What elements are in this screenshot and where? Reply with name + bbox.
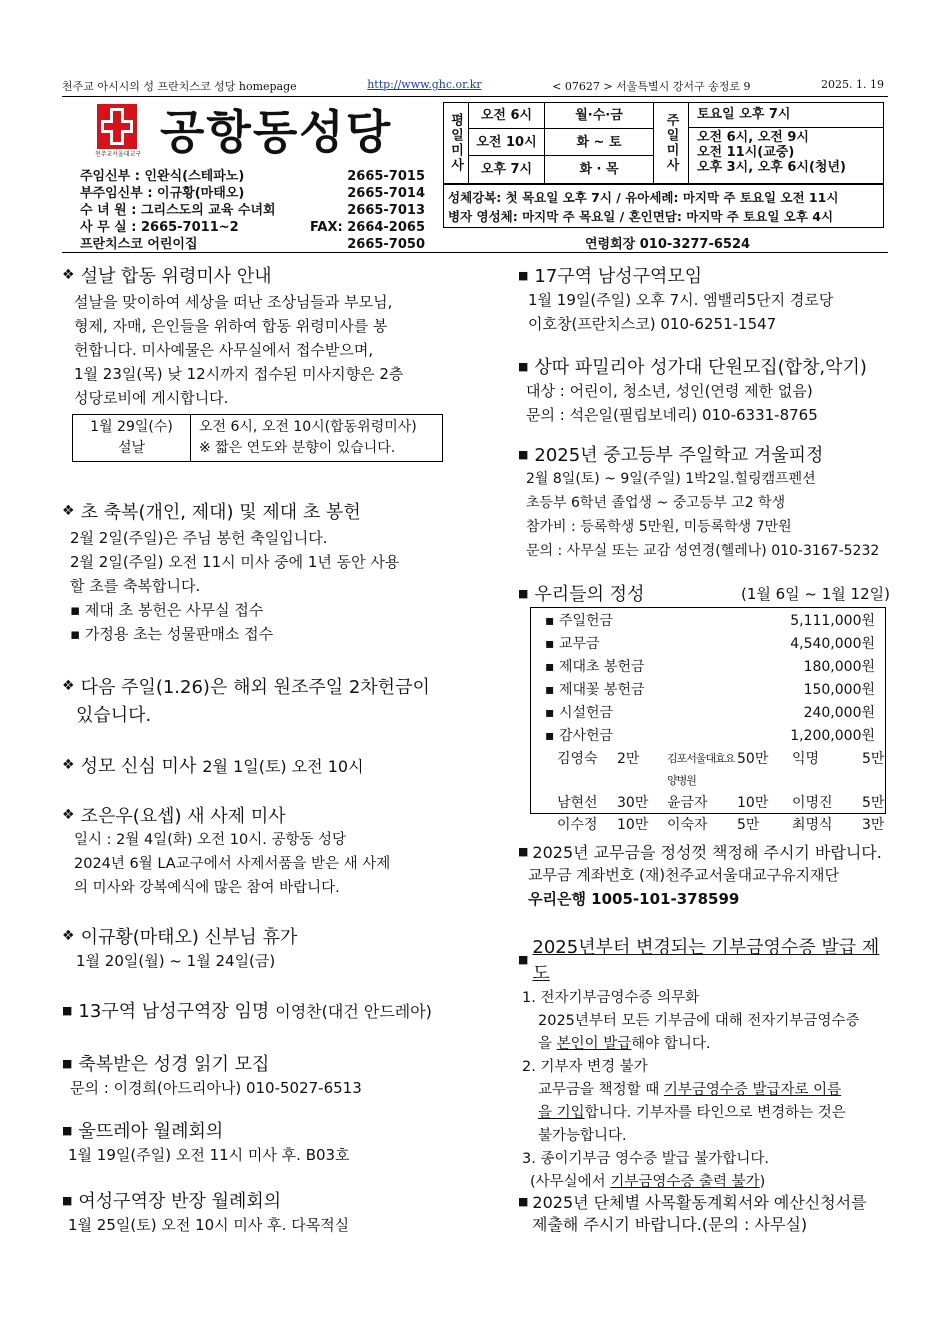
sacraments-info: 성체강복: 첫 목요일 오후 7시 / 유아세례: 마지막 주 토요일 오전 11시 병자 영성체: 마지막 주 목요일 / 혼인면담: 마지막 주 토요일 오후 4시 <box>443 184 884 228</box>
weekday-mass-table <box>469 102 653 184</box>
offerings-box <box>530 607 886 833</box>
section-district17-meeting: ■ 17구역 남성구역모임 1월 19일(주일) 오후 7시. 엠밸리5단지 경로당 이호창(프란치스코) 010-6251-1547 <box>518 266 834 333</box>
offering-row: ▪ 교무금 4,540,000원 <box>545 636 875 652</box>
church-title: 공항동성당 <box>160 105 393 159</box>
contact-row: 부주임신부 : 이규황(마태오) 2665-7014 <box>80 186 425 201</box>
section-activity-plan-submission: ■ 2025년 단체별 사목활동계획서와 예산신청서를 제출해 주시기 바랍니다.(문의 : 사무실) <box>518 1193 867 1234</box>
clergy-contacts <box>80 168 425 253</box>
header-info-line <box>62 78 884 94</box>
square-bullet-icon: ■ <box>518 952 529 966</box>
sunday-mass-times: 토요일 오후 7시 오전 6시, 오전 9시 오전 11시(교중) 오후 3시, 오후 6시(청년) <box>689 102 884 184</box>
square-bullet-icon: ■ <box>518 359 529 373</box>
section-lunar-new-year-mass: ❖ 설날 합동 위령미사 안내 설날을 맞이하여 세상을 떠난 조상님들과 부모님, 형제, 자매, 은인들을 위하여 합동 위령미사를 봉 헌합니다. 미사예물은 사무실에서 접수받으며, 1월 23일(목) 낮 12시까지 접수된 미사지향은 2층 성당로비에 게시합니다. 1월 29일(수) 설날 오전 6시, 오전 10시(합동위령미사) ※ 짧은 연도와 분향이 있습니다. <box>62 262 452 462</box>
header-bottom-rule <box>62 252 888 253</box>
square-bullet-icon: ■ <box>518 586 529 600</box>
diamond-bullet-icon: ❖ <box>62 267 75 283</box>
funeral-society-contact: 연령회장 010-3277-6524 <box>585 237 751 252</box>
section-district-leader: ■ 13구역 남성구역장 임명 이영찬(대건 안드레아) <box>62 1001 432 1022</box>
contact-row: 프란치스코 어린이집 2665-7050 <box>80 237 425 252</box>
section-priest-vacation: ❖ 이규황(마태오) 신부님 휴가 1월 20일(월) ~ 1월 24일(금) <box>62 927 298 970</box>
section-ultreya-meeting: ■ 울뜨레아 월례회의 1월 19일(주일) 오전 11시 미사 후. B03호 <box>62 1121 350 1164</box>
square-bullet-icon: ■ <box>62 1123 73 1137</box>
section-marian-mass: ❖ 성모 신심 미사 2월 1일(토) 오전 10시 <box>62 756 364 777</box>
section-womens-leaders-meeting: ■ 여성구역장 반장 월례회의 1월 25일(토) 오전 10시 미사 후. 다목적실 <box>62 1191 350 1234</box>
logo-caption: 천주교서울대교구 <box>94 151 142 158</box>
homepage-link[interactable]: http://www.ghc.or.kr <box>367 78 482 91</box>
mass-time: 오후 7시 <box>469 156 545 183</box>
section-candle-blessing: ❖ 초 축복(개인, 제대) 및 제대 초 봉헌 2월 2일(주일)은 주님 봉헌 축일입니다. 2월 2일(주일) 오전 11시 미사 중에 1년 동안 사용 할 초를 축복합니다. ▪ 제대 초 봉헌은 사무실 접수 ▪ 가정용 초는 성물판매소 접수 <box>62 502 400 643</box>
weekday-mass-label: 평일미사 <box>443 102 469 184</box>
contact-row: 사 무 실 : 2665-7011~2 FAX: 2664-2065 <box>80 220 425 235</box>
section-donation-receipt-changes: ■ 2025년부터 변경되는 기부금영수증 발급 제도 1. 전자기부금영수증 의무화 2025년부터 모든 기부금에 대해 전자기부금영수증 을 본인이 발급해야 합니다. 2. 기부자 변경 불가 교무금을 책정할 때 기부금영수증 발급자로 이름 을 기입합니다. 기부자를 타인으로 변경하는 것은 불가능합니다. 3. 종이기부금 영수증 발급 불가합니다. (사무실에서 기부금영수증 출력 불가) <box>518 937 880 1190</box>
memorial-mass-table: 1월 29일(수) 설날 오전 6시, 오전 10시(합동위령미사) ※ 짧은 연도와 분향이 있습니다. <box>72 414 443 462</box>
square-bullet-icon: ■ <box>518 845 529 858</box>
section-youth-retreat: ■ 2025년 중고등부 주일학교 겨울피정 2월 8일(토) ~ 9일(주일) 1박2일.힐링캠프펜션 초등부 6학년 졸업생 ~ 중고등부 고2 학생 참가비 : 등록학생 5만원, 미등록학생 7만원 문의 : 사무실 또는 교감 성연경(헬레나) 010-3167-5232 <box>518 445 880 559</box>
offering-row: ▪ 감사헌금 1,200,000원 <box>545 728 875 744</box>
mass-days: 월·수·금 <box>575 108 623 123</box>
diamond-bullet-icon: ❖ <box>62 503 75 519</box>
diamond-bullet-icon: ❖ <box>62 757 75 773</box>
church-info: 천주교 아시시의 성 프란치스코 성당 homepage <box>62 80 297 93</box>
diamond-bullet-icon: ❖ <box>62 678 75 694</box>
square-bullet-icon: ■ <box>62 1193 73 1207</box>
address: < 07627 > 서울특별시 강서구 송정로 9 <box>552 80 751 93</box>
square-bullet-icon: ■ <box>62 1056 73 1070</box>
offering-row: ▪ 시설헌금 240,000원 <box>545 705 875 721</box>
offering-row: ▪ 제대초 봉헌금 180,000원 <box>545 659 875 675</box>
contact-row: 수 녀 원 : 그리스도의 교육 수녀회 2665-7013 <box>80 203 425 218</box>
offering-row: ▪ 제대꽃 봉헌금 150,000원 <box>545 682 875 698</box>
offering-row: ▪ 주일헌금 5,111,000원 <box>545 613 875 629</box>
sunday-mass-label: 주일미사 <box>653 102 689 184</box>
mass-days: 화 ~ 토 <box>576 135 622 150</box>
section-offerings-header: ■ 우리들의 정성 (1월 6일 ~ 1월 12일) <box>518 584 890 605</box>
mass-time: 오전 10시 <box>469 129 545 155</box>
section-parish-dues: ■ 2025년 교무금을 정성껏 책정해 주시기 바랍니다. 교무금 계좌번호 (재)천주교서울대교구유지재단 우리은행 1005-101-378599 <box>518 843 882 908</box>
section-overseas-aid-sunday: ❖ 다음 주일(1.26)은 해외 원조주일 2차헌금이 있습니다. <box>62 677 430 726</box>
section-new-priest-mass: ❖ 조은우(요셉) 새 사제 미사 일시 : 2월 4일(화) 오전 10시. 공항동 성당 2024년 6월 LA교구에서 사제서품을 받은 새 사제 의 미사와 강복예식에 많은 참여 바랍니다. <box>62 806 391 896</box>
square-bullet-icon: ■ <box>62 1003 73 1017</box>
diamond-bullet-icon: ❖ <box>62 928 75 944</box>
mass-days: 화 · 목 <box>579 162 619 177</box>
square-bullet-icon: ■ <box>518 1195 529 1208</box>
church-logo <box>94 103 142 158</box>
square-bullet-icon: ■ <box>518 268 529 282</box>
section-bible-reading: ■ 축복받은 성경 읽기 모집 문의 : 이경희(아드리아나) 010-5027-6513 <box>62 1054 362 1097</box>
diamond-bullet-icon: ❖ <box>62 807 75 823</box>
contact-row: 주임신부 : 인완식(스테파노) 2665-7015 <box>80 169 425 184</box>
square-bullet-icon: ■ <box>518 447 529 461</box>
mass-time: 오전 6시 <box>469 102 545 128</box>
section-choir-recruitment: ■ 상따 파밀리아 성가대 단원모집(합창,악기) 대상 : 어린이, 청소년, 성인(연령 제한 없음) 문의 : 석은일(필립보네리) 010-6331-8765 <box>518 357 867 424</box>
donor-list: 김영숙 2만 김포서울대효요양병원 50만 익명 5만 남현선 30만 윤금자 10만 이명진 5만 이수정 10만 이숙자 5만 최명식 3만 <box>557 751 885 833</box>
bulletin-date: 2025. 1. 19 <box>821 78 884 91</box>
